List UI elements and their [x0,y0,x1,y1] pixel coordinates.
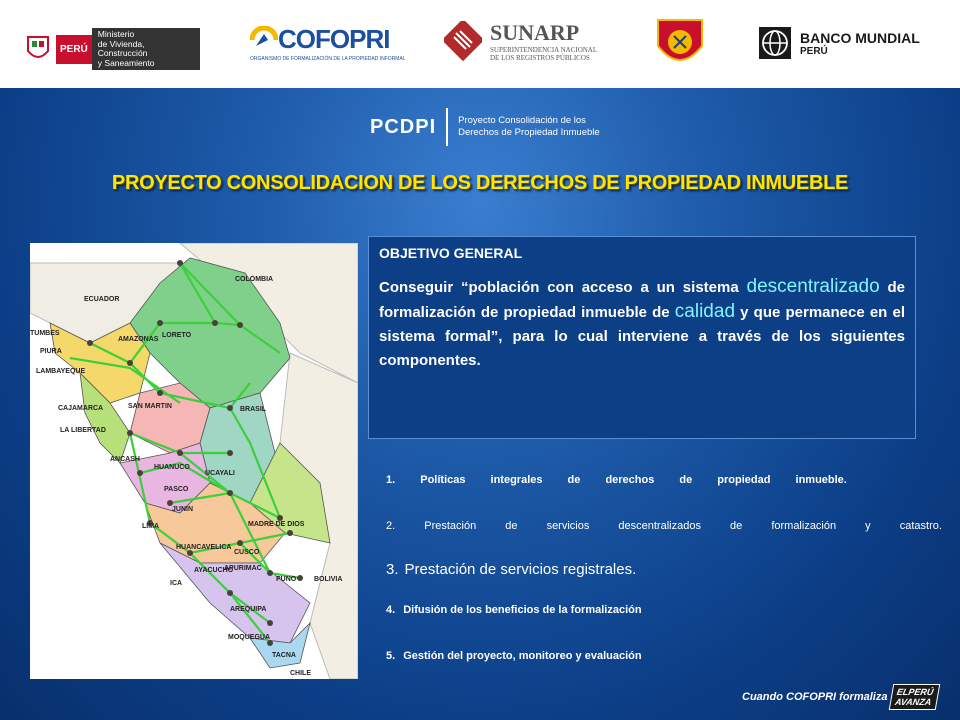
objetivo-text: Conseguir “población con acceso a un sistema descentralizado de formalización de propiedad inmueble de calidad y que permanece en el sistema formal”, para lo cual interviene a través de los siguientes componentes. [379,276,905,369]
map-label-pasco: PASCO [164,486,189,493]
component-4: 4. Difusión de los beneficios de la formalización [386,604,642,616]
ign-logo [650,14,710,74]
map-label-tumbes: TUMBES [30,330,60,337]
slide-title: PROYECTO CONSOLIDACION DE LOS DERECHOS DE PROPIEDAD INMUEBLE [111,172,849,194]
map-label-huanuco: HUANUCO [154,464,190,471]
peru-coat-of-arms-icon [24,33,52,65]
map-label-chile: CHILE [290,670,311,677]
map-label-madre-de-dios: MADRE DE DIOS [248,521,305,528]
footer-text: Cuando COFOPRI formaliza [742,691,888,703]
map-label-piura: PIURA [40,348,62,355]
cofopri-subtitle: ORGANISMO DE FORMALIZACIÓN DE LA PROPIEDAD INFORMAL [250,56,406,62]
map-label-junin: JUNIN [172,506,194,513]
map-label-lambayeque: LAMBAYEQUE [36,368,86,375]
ign-shield-icon [650,14,710,74]
map-label-brasil: BRASIL [240,406,267,413]
map-label-ecuador: ECUADOR [84,296,120,303]
cofopri-logo [250,24,406,62]
pcdpi-description: Proyecto Consolidación de los Derechos de Propiedad Inmueble [458,115,600,138]
map-label-puno: PUNO [276,576,297,583]
map-label-amazonas: AMAZONAS [118,336,159,343]
component-3: 3. Prestación de servicios registrales. [386,561,637,578]
peru-map-drawing [30,243,358,679]
el-peru-avanza-badge: ELPERÚ AVANZA [889,684,940,710]
sunarp-subtitle: SUPERINTENDENCIA NACIONAL DE LOS REGISTROS PÚBLICOS [490,46,598,62]
map-label-apurimac: APURIMAC [224,565,262,572]
map-label-ayacucho: AYACUCHO [194,567,234,574]
component-5: 5. Gestión del proyecto, monitoreo y evaluación [386,650,642,662]
sunarp-emblem-icon [444,21,482,61]
map-label-tacna: TACNA [272,652,296,659]
map-label-san-martin: SAN MARTIN [128,403,172,410]
cofopri-emblem-icon [250,26,278,54]
bm-country: PERÚ [800,45,828,57]
divider [446,108,448,146]
map-label-loreto: LORETO [162,332,192,339]
globe-icon [758,26,792,60]
objetivo-heading: OBJETIVO GENERAL [379,245,523,261]
objetivo-general-box [368,236,916,439]
map-label-ucayali: UCAYALI [205,470,235,477]
vivienda-logo [24,28,200,70]
map-label-ica: ICA [170,580,183,587]
map-label-ancash: ANCASH [110,456,140,463]
banco-mundial-logo [758,26,920,60]
cofopri-name: COFOPRI [278,24,390,54]
map-label-huancavelica: HUANCAVELICA [176,544,232,551]
footer-tagline [742,684,938,710]
emphasis-calidad: calidad [674,301,736,322]
map-label-arequipa: AREQUIPA [230,606,267,613]
pcdpi-acronym: PCDPI [370,115,437,138]
component-2: 2. Prestación de servicios descentralizados de formalización y catastro. [386,520,942,532]
map-label-bolivia: BOLIVIA [314,576,343,583]
bm-name: BANCO MUNDIAL [800,29,920,46]
component-1: 1. Políticas integrales de derechos de propiedad inmueble. [386,474,847,486]
map-label-la-libertad: LA LIBERTAD [60,427,106,434]
map-label-moquegua: MOQUEGUA [228,634,270,641]
peru-label: PERÚ [56,35,92,64]
emphasis-descentralizado: descentralizado [746,276,880,297]
sunarp-name: SUNARP [490,20,580,45]
map-label-colombia: COLOMBIA [235,276,274,283]
pcdpi-header [370,108,600,146]
peru-map [30,243,358,679]
sunarp-logo [444,20,597,62]
map-label-cajamarca: CAJAMARCA [58,405,104,412]
map-label-lima: LIMA [142,523,160,530]
ministry-name: Ministerio de Vivienda, Construcción y Saneamiento [92,28,200,70]
map-label-cusco: CUSCO [234,549,260,556]
